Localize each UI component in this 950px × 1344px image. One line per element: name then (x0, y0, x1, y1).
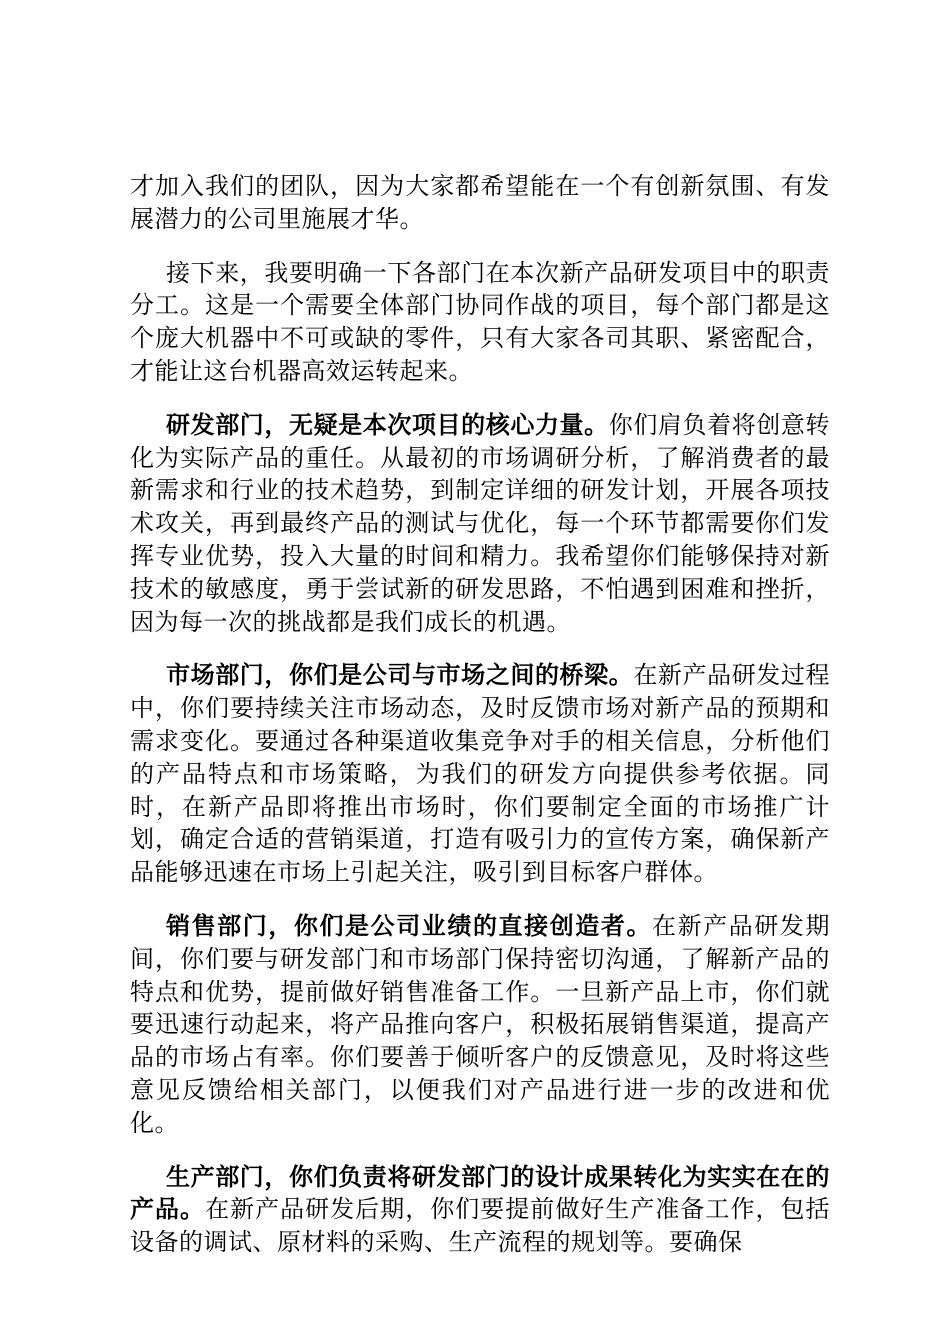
paragraph-text: 接下来，我要明确一下各部门在本次新产品研发项目中的职责分工。这是一个需要全体部门协同作战的项目，每个部门都是这个庞大机器中不可或缺的零件，只有大家各司其职、紧密配合，才能让这台机器高效运转起来。 (130, 258, 830, 385)
paragraph-production-department (130, 1161, 830, 1259)
paragraph-text: 你们肩负着将创意转化为实际产品的重任。从最初的市场调研分析，了解消费者的最新需求和行业的技术趋势，到制定详细的研发计划，开展各项技术攻关，再到最终产品的测试与优化，每一个环节都需要你们发挥专业优势，投入大量的时间和精力。我希望你们能够保持对新技术的敏感度，勇于尝试新的研发思路，不怕遇到困难和挫折，因为每一次的挑战都是我们成长的机遇。 (130, 410, 831, 636)
paragraph-lead-heading: 研发部门，无疑是本次项目的核心力量。 (166, 409, 609, 439)
paragraph-text: 在新产品研发过程中，你们要持续关注市场动态，及时反馈市场对新产品的预期和需求变化。要通过各种渠道收集竞争对手的相关信息，分析他们的产品特点和市场策略，为我们的研发方向提供参考依据。同时，在新产品即将推出市场时，你们要制定全面的市场推广计划，确定合适的营销渠道，打造有吸引力的宣传方案，确保新产品能够迅速在市场上引起关注，吸引到目标客户群体。 (130, 661, 831, 887)
document-body (130, 170, 830, 1280)
paragraph-intro-continuation (130, 170, 830, 236)
paragraph-lead-heading: 市场部门，你们是公司与市场之间的桥梁。 (166, 660, 634, 690)
paragraph-sales-department (130, 910, 830, 1140)
paragraph-rnd-department (130, 409, 830, 639)
paragraph-text: 才加入我们的团队，因为大家都希望能在一个有创新氛围、有发展潜力的公司里施展才华。 (130, 172, 830, 233)
paragraph-lead-heading: 生产部门，你们负责将研发部门的设计成果转化为实实在在的产品。 (130, 1161, 830, 1224)
paragraph-text: 在新产品研发后期，你们要提前做好生产准备工作，包括设备的调试、原材料的采购、生产流程的规划等。要确保 (130, 1195, 831, 1257)
paragraph-text: 在新产品研发期间，你们要与研发部门和市场部门保持密切沟通，了解新产品的特点和优势，提前做好销售准备工作。一旦新产品上市，你们就要迅速行动起来，将产品推向客户，积极拓展销售渠道，提高产品的市场占有率。你们要善于倾听客户的反馈意见，及时将这些意见反馈给相关部门，以便我们对产品进行进一步的改进和优化。 (130, 911, 831, 1137)
paragraph-lead-heading: 销售部门，你们是公司业绩的直接创造者。 (166, 910, 653, 940)
paragraph-marketing-department (130, 659, 830, 889)
paragraph-division-of-duties (130, 257, 830, 388)
